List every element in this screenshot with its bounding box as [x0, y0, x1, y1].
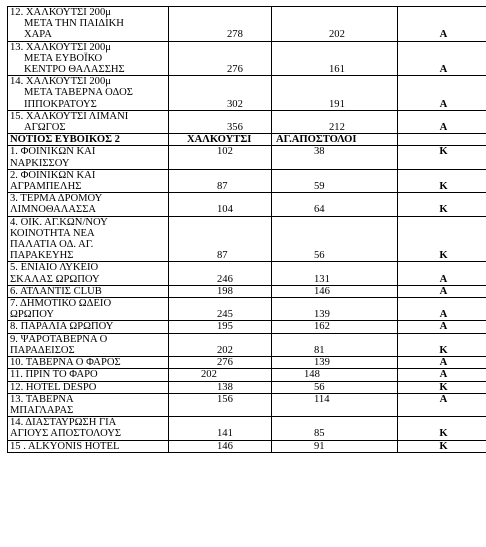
classification-cell: Α [398, 110, 486, 133]
measurements-table [7, 6, 486, 453]
station-name-line: ΠΑΛΑΤΙΑ ΟΔ. ΑΓ. [10, 239, 94, 251]
station-name-line: 3. ΤΕΡΜΑ ΔΡΟΜΟΥ [10, 193, 103, 205]
station-name-cell [8, 321, 169, 333]
chalkoutsi-value: 302 [227, 98, 243, 110]
agioi-apostoloi-value-cell [272, 298, 398, 321]
agioi-apostoloi-value: 162 [314, 321, 330, 333]
table-row [8, 357, 486, 369]
agioi-apostoloi-value: 212 [329, 122, 345, 134]
chalkoutsi-value: 195 [217, 321, 233, 333]
chalkoutsi-value: 356 [227, 122, 243, 134]
station-name-line: ΛΙΜΝΟΘΑΛΑΣΣΑ [10, 204, 97, 216]
agioi-apostoloi-value: 131 [314, 273, 330, 285]
chalkoutsi-value-cell [169, 321, 272, 333]
header-agioi-apostoloi: ΑΓ.ΑΠΟΣΤΟΛΟΙ [272, 134, 398, 146]
station-name-line: ΩΡΩΠΟΥ [10, 309, 55, 321]
chalkoutsi-value-cell [169, 357, 272, 369]
station-name-line: ΚΟΙΝΟΤΗΤΑ ΝΕΑ [10, 227, 95, 239]
agioi-apostoloi-value-cell [272, 76, 398, 111]
station-name-cell [8, 369, 169, 381]
station-name-cell [8, 417, 169, 440]
agioi-apostoloi-value-cell [272, 393, 398, 416]
station-name-cell [8, 7, 169, 42]
station-name-line: ΠΑΡΑΔΕΙΣΟΣ [10, 344, 75, 356]
classification-cell: Α [398, 369, 486, 381]
chalkoutsi-value: 202 [201, 369, 217, 381]
station-name-line: 1. ΦΟΙΝΙΚΩΝ ΚΑΙ [10, 146, 96, 158]
station-name-line: 13. ΧΑΛΚΟΥΤΣΙ 200μ [10, 41, 111, 53]
table-row [8, 146, 486, 169]
station-name-line: ΙΠΠΟΚΡΑΤΟΥΣ [24, 98, 97, 110]
table-row [8, 76, 486, 111]
classification-cell: Κ [398, 169, 486, 192]
station-name-cell [8, 285, 169, 297]
station-name-line: ΜΠΑΓΛΑΡΑΣ [10, 404, 74, 416]
chalkoutsi-value: 146 [217, 440, 233, 452]
classification-cell: Α [398, 76, 486, 111]
chalkoutsi-value: 276 [227, 64, 243, 76]
station-name-line: 5. ΕΝΙΑΙΟ ΛΥΚΕΙΟ [10, 262, 99, 274]
header-empty [398, 134, 486, 146]
table-row [8, 298, 486, 321]
station-name-line: ΜΕΤΑ ΤΗΝ ΠΑΙΔΙΚΗ [24, 18, 124, 30]
agioi-apostoloi-value: 81 [314, 344, 325, 356]
chalkoutsi-value: 102 [217, 146, 233, 158]
station-name-line: ΠΑΡΑΚΕΥΗΣ [10, 250, 74, 262]
station-name-line: 13. ΤΑΒΕΡΝΑ [10, 393, 74, 405]
table-row [8, 417, 486, 440]
chalkoutsi-value: 156 [217, 393, 233, 405]
classification-cell: Κ [398, 216, 486, 262]
table-row [8, 7, 486, 42]
table-row [8, 262, 486, 285]
table-row [8, 41, 486, 76]
table-row [8, 216, 486, 262]
agioi-apostoloi-value: 59 [314, 181, 325, 193]
station-name-line: ΝΑΡΚΙΣΣΟΥ [10, 157, 70, 169]
station-name-line: 7. ΔΗΜΟΤΙΚΟ ΩΔΕΙΟ [10, 298, 112, 310]
station-name-line: 15. ΧΑΛΚΟΥΤΣΙ ΛΙΜΑΝΙ [10, 110, 129, 122]
table-row [8, 285, 486, 297]
chalkoutsi-value: 104 [217, 204, 233, 216]
chalkoutsi-value-cell [169, 333, 272, 356]
station-name-cell [8, 110, 169, 133]
station-name-line: ΑΓΙΟΥΣ ΑΠΟΣΤΟΛΟΥΣ [10, 428, 122, 440]
station-name-cell [8, 76, 169, 111]
chalkoutsi-value-cell [169, 76, 272, 111]
chalkoutsi-value-cell [169, 393, 272, 416]
station-name-line: ΑΓΩΓΟΣ [24, 122, 66, 134]
table-row [8, 440, 486, 452]
station-name-cell [8, 41, 169, 76]
agioi-apostoloi-value: 114 [314, 393, 330, 405]
classification-cell: Κ [398, 440, 486, 452]
agioi-apostoloi-value-cell [272, 321, 398, 333]
chalkoutsi-value-cell [169, 169, 272, 192]
chalkoutsi-value: 245 [217, 309, 233, 321]
agioi-apostoloi-value-cell [272, 369, 398, 381]
chalkoutsi-value: 87 [217, 250, 228, 262]
table-row [8, 369, 486, 381]
agioi-apostoloi-value: 85 [314, 428, 325, 440]
table-row [8, 333, 486, 356]
chalkoutsi-value-cell [169, 298, 272, 321]
chalkoutsi-value: 276 [217, 357, 233, 369]
station-name-cell [8, 440, 169, 452]
classification-cell: Κ [398, 333, 486, 356]
station-name-line: 8. ΠΑΡΑΛΙΑ ΩΡΩΠΟΥ [10, 321, 114, 333]
agioi-apostoloi-value-cell [272, 357, 398, 369]
agioi-apostoloi-value-cell [272, 417, 398, 440]
station-name-line: ΜΕΤΑ ΤΑΒΕΡΝΑ ΟΔΟΣ [24, 87, 133, 99]
agioi-apostoloi-value-cell [272, 333, 398, 356]
agioi-apostoloi-value-cell [272, 7, 398, 42]
classification-cell: Α [398, 298, 486, 321]
station-name-cell [8, 357, 169, 369]
chalkoutsi-value-cell [169, 417, 272, 440]
station-name-line: 12. HOTEL DESPO [10, 381, 97, 393]
classification-cell: Κ [398, 381, 486, 393]
chalkoutsi-value-cell [169, 110, 272, 133]
header-chalkoutsi: ΧΑΛΚΟΥΤΣΙ [169, 134, 272, 146]
agioi-apostoloi-value: 91 [314, 440, 325, 452]
station-name-cell [8, 262, 169, 285]
station-name-cell [8, 216, 169, 262]
agioi-apostoloi-value-cell [272, 285, 398, 297]
table-row [8, 393, 486, 416]
agioi-apostoloi-value: 56 [314, 250, 325, 262]
station-name-line: 2. ΦΟΙΝΙΚΩΝ ΚΑΙ [10, 169, 96, 181]
classification-cell: Κ [398, 417, 486, 440]
chalkoutsi-value-cell [169, 369, 272, 381]
station-name-cell [8, 381, 169, 393]
chalkoutsi-value: 141 [217, 428, 233, 440]
chalkoutsi-value-cell [169, 7, 272, 42]
chalkoutsi-value: 202 [217, 344, 233, 356]
agioi-apostoloi-value: 56 [314, 381, 325, 393]
chalkoutsi-value-cell [169, 146, 272, 169]
agioi-apostoloi-value: 202 [329, 29, 345, 41]
chalkoutsi-value: 246 [217, 273, 233, 285]
agioi-apostoloi-value-cell [272, 440, 398, 452]
station-name-line: ΧΑΡΑ [24, 29, 52, 41]
chalkoutsi-value: 198 [217, 285, 233, 297]
table-header-row [8, 134, 486, 146]
station-name-line: ΣΚΑΛΑΣ ΩΡΩΠΟΥ [10, 273, 100, 285]
station-name-line: ΚΕΝΤΡΟ ΘΑΛΑΣΣΗΣ [24, 64, 125, 76]
chalkoutsi-value: 278 [227, 29, 243, 41]
agioi-apostoloi-value: 146 [314, 285, 330, 297]
chalkoutsi-value-cell [169, 440, 272, 452]
station-name-line: 6. ΑΤΛΑΝΤΙΣ CLUB [10, 285, 102, 297]
agioi-apostoloi-value-cell [272, 41, 398, 76]
table-row [8, 169, 486, 192]
agioi-apostoloi-value-cell [272, 216, 398, 262]
classification-cell: Α [398, 262, 486, 285]
table-row [8, 321, 486, 333]
classification-cell: Α [398, 285, 486, 297]
station-name-line: 10. ΤΑΒΕΡΝΑ Ο ΦΑΡΟΣ [10, 357, 121, 369]
chalkoutsi-value: 87 [217, 181, 228, 193]
classification-cell: Κ [398, 146, 486, 169]
table-row [8, 381, 486, 393]
chalkoutsi-value-cell [169, 285, 272, 297]
chalkoutsi-value-cell [169, 216, 272, 262]
classification-cell: Α [398, 7, 486, 42]
agioi-apostoloi-value-cell [272, 262, 398, 285]
station-name-line: 9. ΨΑΡΟΤΑΒΕΡΝΑ Ο [10, 333, 108, 345]
station-name-cell [8, 393, 169, 416]
agioi-apostoloi-value-cell [272, 169, 398, 192]
station-name-line: 14. ΧΑΛΚΟΥΤΣΙ 200μ [10, 76, 111, 88]
agioi-apostoloi-value-cell [272, 381, 398, 393]
table-row [8, 110, 486, 133]
agioi-apostoloi-value: 191 [329, 98, 345, 110]
header-section-name: ΝΟΤΙΟΣ ΕΥΒΟΙΚΟΣ 2 [8, 134, 169, 146]
station-name-cell [8, 333, 169, 356]
station-name-line: 15 . ALKYONIS HOTEL [10, 440, 120, 452]
classification-cell: Α [398, 357, 486, 369]
chalkoutsi-value-cell [169, 262, 272, 285]
table-row [8, 193, 486, 216]
agioi-apostoloi-value-cell [272, 146, 398, 169]
agioi-apostoloi-value: 139 [314, 309, 330, 321]
chalkoutsi-value-cell [169, 381, 272, 393]
station-name-line: ΑΓΡΑΜΠΕΛΗΣ [10, 181, 82, 193]
station-name-line: ΜΕΤΑ ΕΥΒΟΪΚΟ [24, 52, 103, 64]
agioi-apostoloi-value: 148 [304, 369, 320, 381]
agioi-apostoloi-value: 64 [314, 204, 325, 216]
station-name-cell [8, 298, 169, 321]
station-name-cell [8, 169, 169, 192]
chalkoutsi-value-cell [169, 41, 272, 76]
agioi-apostoloi-value: 161 [329, 64, 345, 76]
chalkoutsi-value: 138 [217, 381, 233, 393]
classification-cell: Α [398, 393, 486, 416]
station-name-cell [8, 146, 169, 169]
classification-cell: Κ [398, 193, 486, 216]
station-name-line: 14. ΔΙΑΣΤΑΥΡΩΣΗ ΓΙΑ [10, 417, 117, 429]
classification-cell: Α [398, 321, 486, 333]
agioi-apostoloi-value: 139 [314, 357, 330, 369]
station-name-line: 4. ΟΙΚ. ΑΓ.ΚΩΝ/ΝΟΥ [10, 216, 108, 228]
classification-cell: Α [398, 41, 486, 76]
station-name-cell [8, 193, 169, 216]
agioi-apostoloi-value-cell [272, 193, 398, 216]
agioi-apostoloi-value-cell [272, 110, 398, 133]
station-name-line: 12. ΧΑΛΚΟΥΤΣΙ 200μ [10, 7, 111, 18]
station-name-line: 11. ΠΡΙΝ ΤΟ ΦΑΡΟ [10, 369, 98, 381]
agioi-apostoloi-value: 38 [314, 146, 325, 158]
chalkoutsi-value-cell [169, 193, 272, 216]
